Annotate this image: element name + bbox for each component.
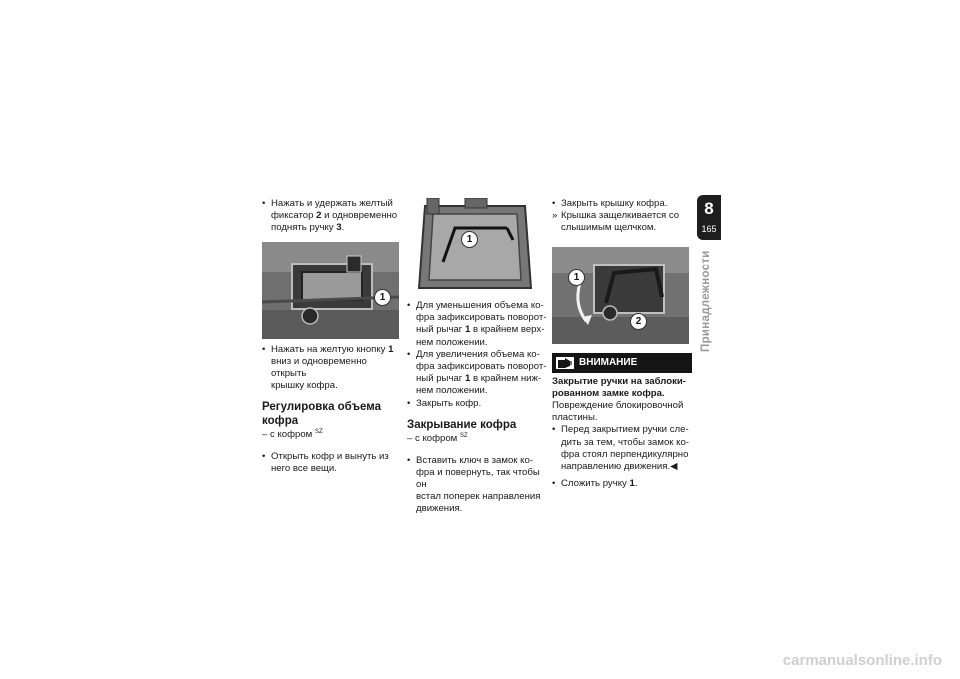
bullet: • [552,478,556,490]
step-increase-volume: • Для увеличения объема ко- фра зафиксировать поворот- ный рычаг 1 в крайнем ниж- нем положении. [407,348,547,397]
handle-fold-illustration [552,247,689,344]
warning-label: ВНИМАНИЕ [579,356,638,368]
warning-banner [552,353,692,373]
section-heading-volume: Регулировка объема кофра [262,401,382,427]
photo-handle-fold [552,247,689,344]
photo-callout: 1 [374,289,391,306]
column-3 [552,198,692,490]
bullet: • [262,343,266,355]
chapter-number: 8 [704,199,714,218]
column-2 [407,198,547,516]
photo-callout-2: 2 [630,313,647,330]
result-marker: » [552,210,558,222]
result-lid-clicks: » Крышка защелкивается со слышимым щелчком. [552,210,680,234]
warning-title: Закрытие ручки на заблоки- рованном замке кофра. [552,375,686,399]
step-press-yellow-button: • Нажать на желтую кнопку 1 вниз и одновременно открыть крышку кофра. [262,343,394,392]
step-press-yellow-latch: • Нажать и удержать желтый фиксатор 2 и одновременно поднять ручку 3. [262,198,398,234]
bullet: • [262,450,266,462]
photo-callout-1: 1 [568,269,585,286]
bullet: • [407,397,411,409]
step-insert-key: • Вставить ключ в замок ко- фра и повернуть, так чтобы он встал поперек направления движения. [407,454,541,515]
bullet: • [407,300,411,311]
warning-step: • Перед закрытием ручки сле- дить за тем, чтобы замок ко- фра стоял перпендикулярно направлению движения.◀ [552,424,690,473]
page-number: 165 [701,224,717,234]
column-1 [262,198,402,475]
step-close-lid: • Закрыть крышку кофра. [552,198,668,209]
photo-case-interior [407,198,544,295]
photo-case-handle [262,242,399,339]
chapter-tab [697,195,721,240]
step-open-case: • Открыть кофр и вынуть из него все вещи. [262,450,389,474]
bullet: • [552,424,556,436]
warning-consequence: Повреждение блокировочной пластины. [552,400,684,424]
bullet: • [262,198,266,209]
section-heading-closing: Закрывание кофра [407,418,517,431]
end-marker-icon: ◀ [670,461,678,473]
bullet: • [407,348,411,360]
equipment-note: – с кофром $^{SZ}$ [262,429,323,441]
step-fold-handle: • Сложить ручку 1. [552,478,638,490]
case-interior-illustration [407,198,544,295]
watermark: carmanualsonline.info [782,652,942,669]
bullet: • [407,454,411,466]
chapter-title: Принадлежности [700,250,712,352]
step-close-case: • Закрыть кофр. [407,397,482,409]
photo-callout: 1 [461,231,478,248]
equipment-note: – с кофром $^{SZ}$ [407,433,468,445]
bullet: • [552,198,556,209]
warning-hand-icon [556,357,574,369]
step-decrease-volume: • Для уменьшения объема ко- фра зафиксировать поворот- ный рычаг 1 в крайнем верх- нем положении. [407,300,547,348]
